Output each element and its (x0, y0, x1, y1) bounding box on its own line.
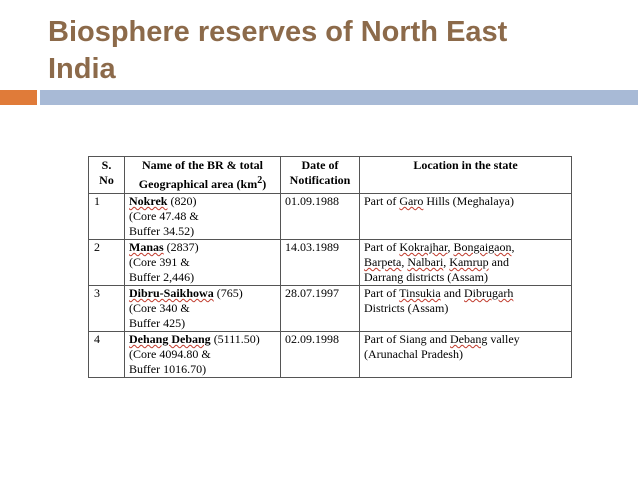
row-name-cell (125, 332, 281, 378)
loc-text: Garo (399, 194, 424, 208)
row-location (360, 194, 572, 240)
loc-text: (Arunachal Pradesh) (364, 347, 463, 361)
reserve-area: (765) (213, 286, 243, 300)
reserve-buffer: Buffer 1016.70) (129, 362, 207, 376)
header-date (281, 157, 360, 194)
table-row (89, 240, 572, 286)
header-name-sup: 2 (257, 175, 263, 186)
reserve-core: (Core 47.48 & (129, 209, 199, 223)
loc-text: Barpeta (364, 255, 402, 269)
biosphere-table (88, 156, 572, 378)
loc-text: and (488, 255, 509, 269)
header-date-line2: Notification (289, 173, 351, 187)
loc-text: Kokrajhar (399, 240, 448, 254)
reserve-buffer: Buffer 34.52) (129, 224, 195, 238)
reserve-buffer: Buffer 2,446) (129, 270, 195, 284)
row-sno: 3 (89, 286, 125, 332)
slide-title (48, 14, 608, 88)
loc-text: Districts (Assam) (364, 301, 449, 315)
loc-text: Debang (450, 332, 488, 346)
row-date: 28.07.1997 (281, 286, 360, 332)
table-header-row (89, 157, 572, 194)
header-name (125, 157, 281, 194)
loc-text: Kamrup (449, 255, 489, 269)
row-location (360, 286, 572, 332)
row-sno: 2 (89, 240, 125, 286)
accent-bar-blue (40, 90, 638, 105)
header-name-line1: Name of the BR & total (142, 158, 263, 172)
row-location (360, 240, 572, 286)
loc-text: , (443, 255, 450, 269)
reserve-core: (Core 4094.80 & (129, 347, 211, 361)
reserve-name: Dehang Debang (129, 332, 211, 346)
reserve-name: Dibru-Saikhowa (129, 286, 214, 300)
loc-text: Part of Siang and (364, 332, 450, 346)
loc-text: Dibrugarh (464, 286, 514, 300)
title-line-1: Biosphere reserves of North East (48, 16, 508, 48)
loc-text: valley (487, 332, 520, 346)
row-name-cell (125, 194, 281, 240)
accent-bar-orange (0, 90, 37, 105)
loc-text: Tinsukia (399, 286, 441, 300)
title-line-2: India (48, 53, 116, 85)
row-date: 14.03.1989 (281, 240, 360, 286)
loc-text: , (511, 240, 515, 254)
reserve-core: (Core 391 & (129, 255, 190, 269)
header-name-line2: Geographical area (km (138, 177, 258, 191)
loc-text: Hills (Meghalaya) (423, 194, 514, 208)
table-row (89, 194, 572, 240)
header-location (360, 157, 572, 194)
loc-text: and (440, 286, 465, 300)
reserve-area: (2837) (163, 240, 199, 254)
header-location-label: Location in the state (413, 158, 518, 172)
reserve-buffer: Buffer 425) (129, 316, 186, 330)
header-name-end: ) (262, 177, 267, 191)
loc-text: Nalbari (407, 255, 444, 269)
header-sno-line2: No (99, 173, 114, 187)
row-sno: 4 (89, 332, 125, 378)
row-date: 02.09.1998 (281, 332, 360, 378)
table-row (89, 332, 572, 378)
row-name-cell (125, 240, 281, 286)
loc-text: , (447, 240, 454, 254)
reserve-name: Manas (129, 240, 164, 254)
loc-text: Part of (364, 240, 400, 254)
loc-text: , (401, 255, 408, 269)
table-row (89, 286, 572, 332)
reserve-core: (Core 340 & (129, 301, 190, 315)
reserve-area: (820) (167, 194, 197, 208)
row-name-cell (125, 286, 281, 332)
loc-text: Part of (364, 194, 400, 208)
reserve-area: (5111.50) (210, 332, 260, 346)
row-date: 01.09.1988 (281, 194, 360, 240)
loc-text: Part of (364, 286, 400, 300)
header-sno (89, 157, 125, 194)
row-location (360, 332, 572, 378)
header-sno-line1: S. (101, 158, 112, 172)
header-date-line1: Date of (301, 158, 339, 172)
reserve-name: Nokrek (129, 194, 168, 208)
loc-text: Darrang districts (Assam) (364, 270, 488, 284)
row-sno: 1 (89, 194, 125, 240)
loc-text: Bongaigaon (453, 240, 512, 254)
